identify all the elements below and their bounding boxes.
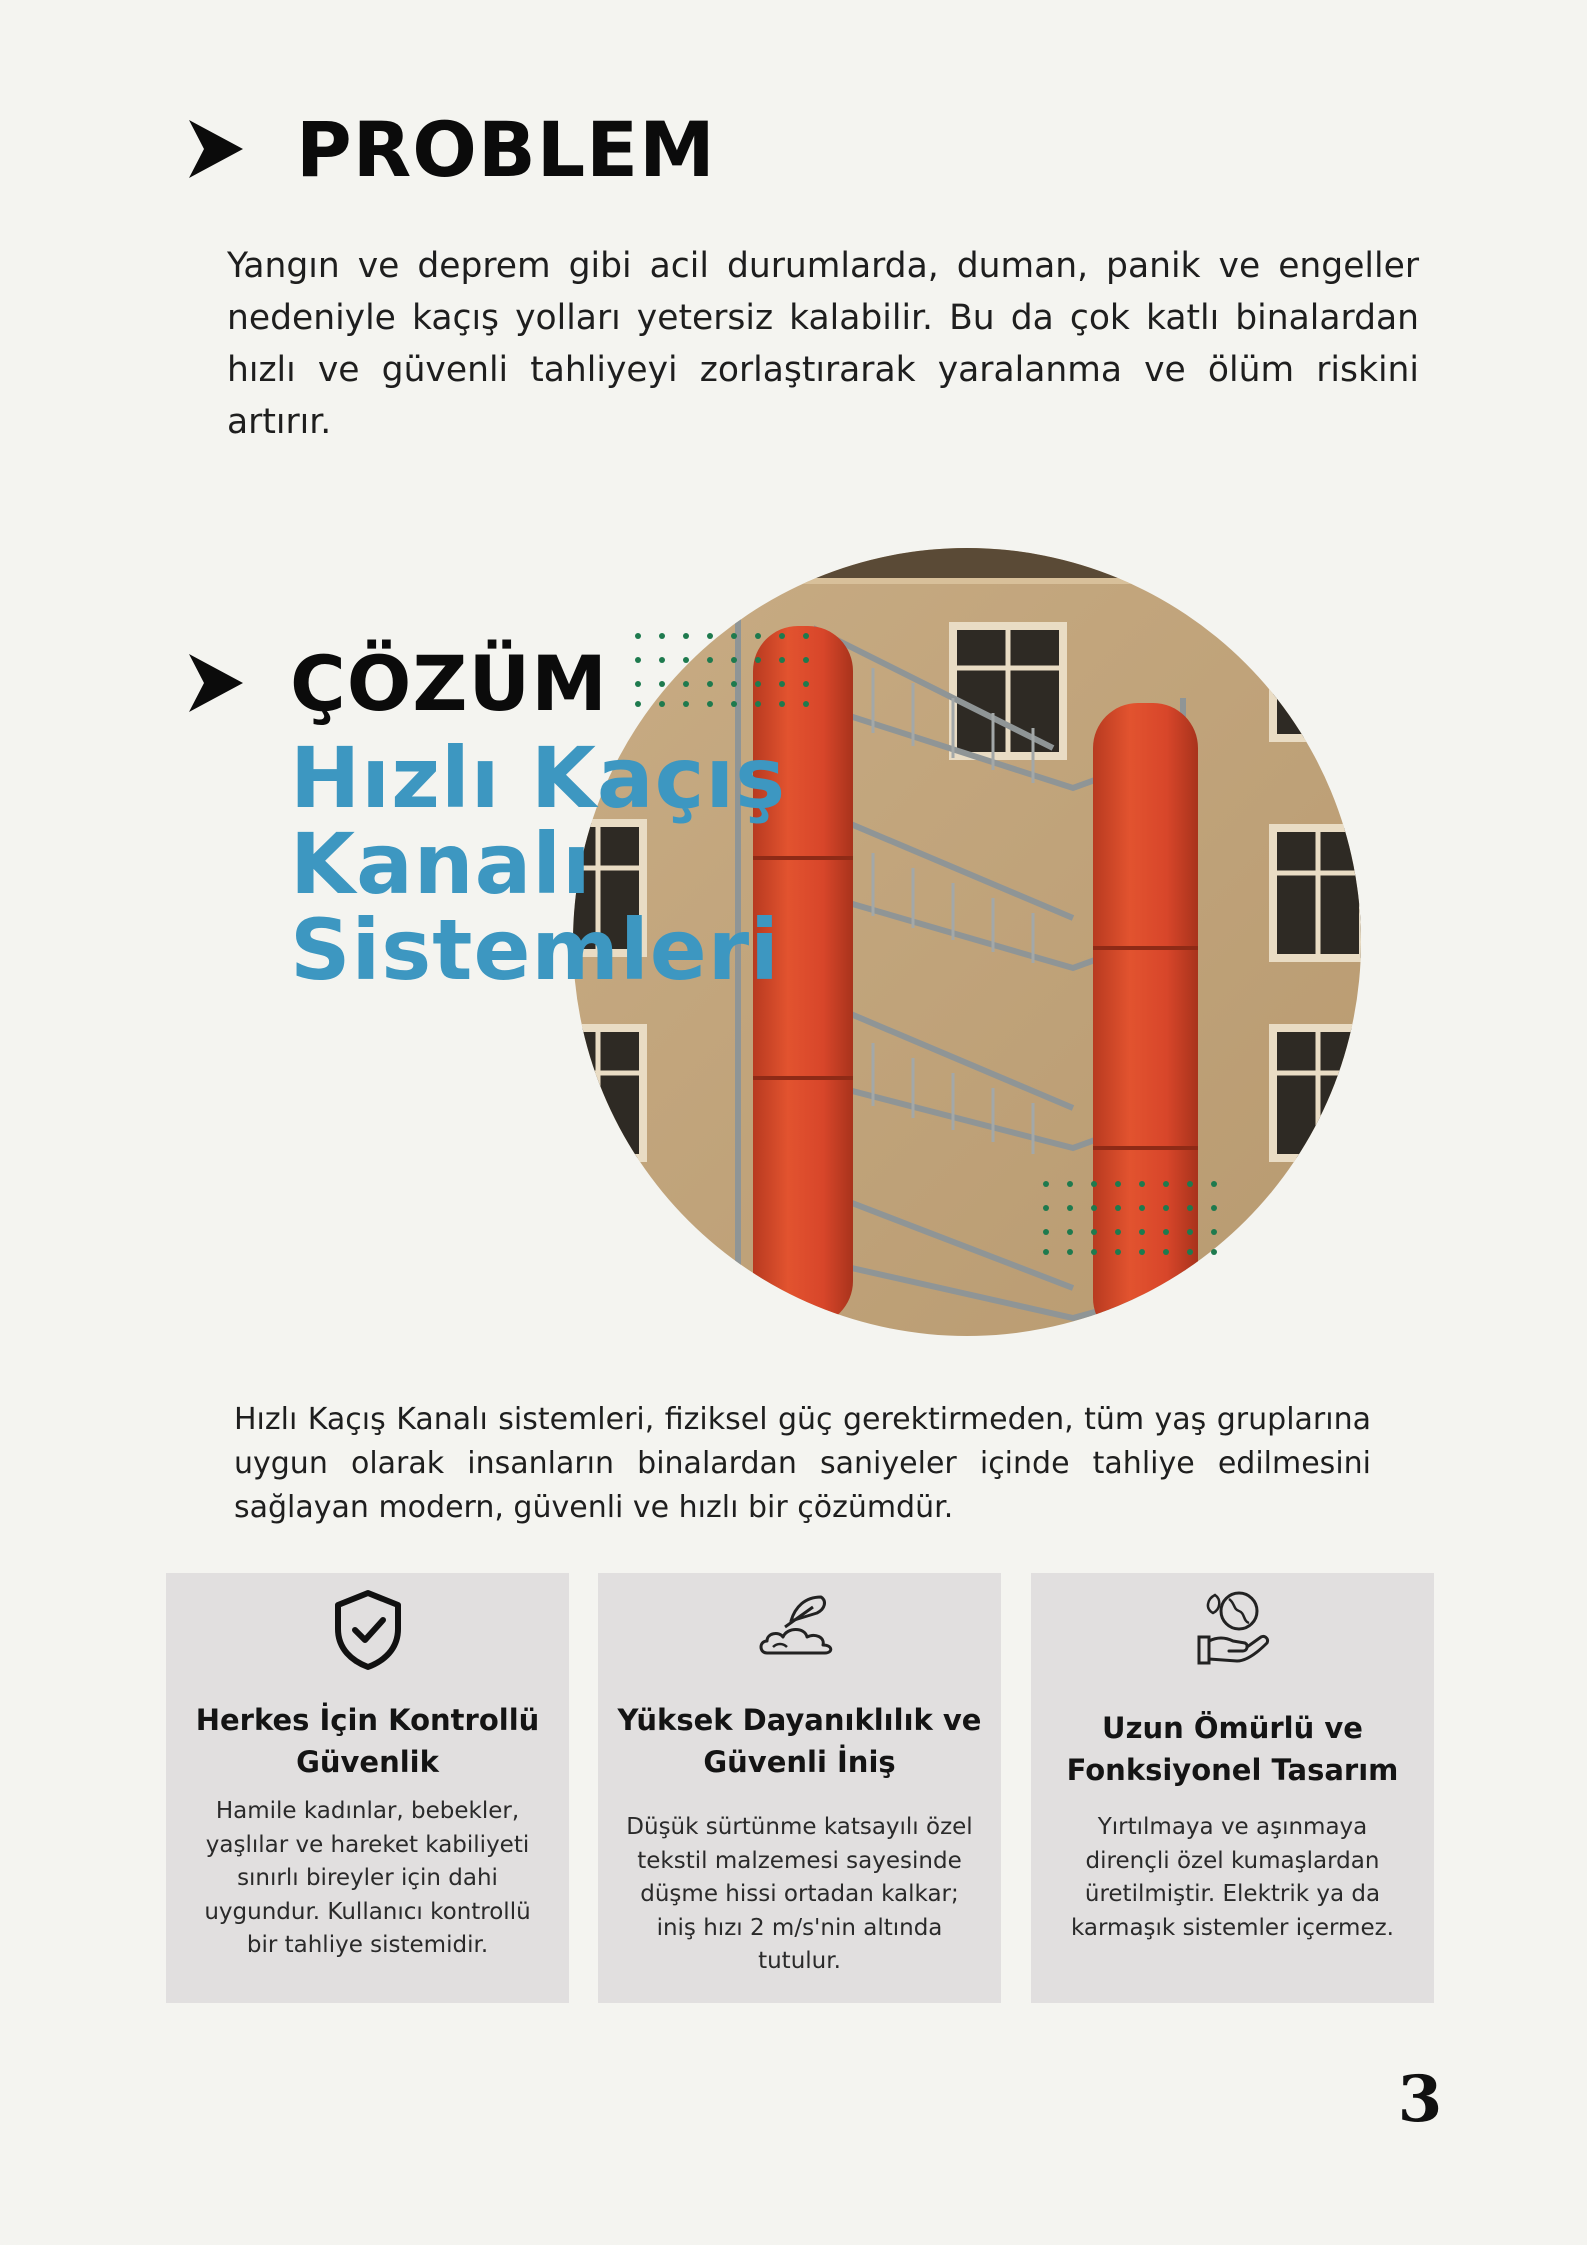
solution-title-line: Hızlı Kaçış: [290, 729, 787, 827]
shield-check-icon: [330, 1587, 406, 1673]
solution-title-line: Sistemleri: [290, 901, 780, 999]
page-number: 3: [1397, 2062, 1443, 2137]
solution-heading: ÇÖZÜM: [290, 639, 608, 728]
dot-pattern-bottom: [1040, 1178, 1220, 1258]
card-description: Hamile kadınlar, bebekler, yaşlılar ve hareket kabiliyeti sınırlı bireyler için dahi uygundur. Kullanıcı kontrollü bir tahliye sistemidir.: [204, 1798, 531, 1958]
card-title: Herkes İçin Kontrollü Güvenlik: [195, 1703, 540, 1779]
feature-card-safety: [166, 1573, 569, 2003]
card-title: Yüksek Dayanıklılık ve Güvenli İniş: [617, 1703, 982, 1779]
hand-globe-icon: [1193, 1585, 1273, 1667]
feature-card-durability: [598, 1573, 1001, 2003]
card-description: Yırtılmaya ve aşınmaya dirençli özel kumaşlardan üretilmiştir. Elektrik ya da karmaşık sistemler içermez.: [1071, 1814, 1394, 1941]
arrow-bullet-icon: [187, 652, 245, 714]
problem-text: Yangın ve deprem gibi acil durumlarda, duman, panik ve engeller nedeniyle kaçış yolları yetersiz kalabilir. Bu da çok katlı binalardan hızlı ve güvenli tahliyeyi zorlaştırarak yaralanma ve ölüm riskini artırır.: [227, 246, 1419, 442]
solution-title: [290, 729, 787, 999]
card-description: Düşük sürtünme katsayılı özel tekstil malzemesi sayesinde düşme hissi ortadan kalkar; iniş hızı 2 m/s'nin altında tutulur.: [626, 1814, 973, 1974]
dot-pattern-top: [632, 630, 812, 710]
solution-text: Hızlı Kaçış Kanalı sistemleri, fiziksel güç gerektirmeden, tüm yaş gruplarına uygun olarak insanların binalardan saniyeler içinde tahliye edilmesini sağlayan modern, güvenli ve hızlı bir çözümdür.: [234, 1402, 1371, 1525]
feature-card-design: [1031, 1573, 1434, 2003]
arrow-bullet-icon: [187, 118, 245, 180]
problem-heading: PROBLEM: [296, 105, 716, 194]
card-title: Uzun Ömürlü ve Fonksiyonel Tasarım: [1066, 1711, 1399, 1787]
feather-cloud-icon: [755, 1591, 845, 1663]
solution-title-line: Kanalı: [290, 815, 592, 913]
